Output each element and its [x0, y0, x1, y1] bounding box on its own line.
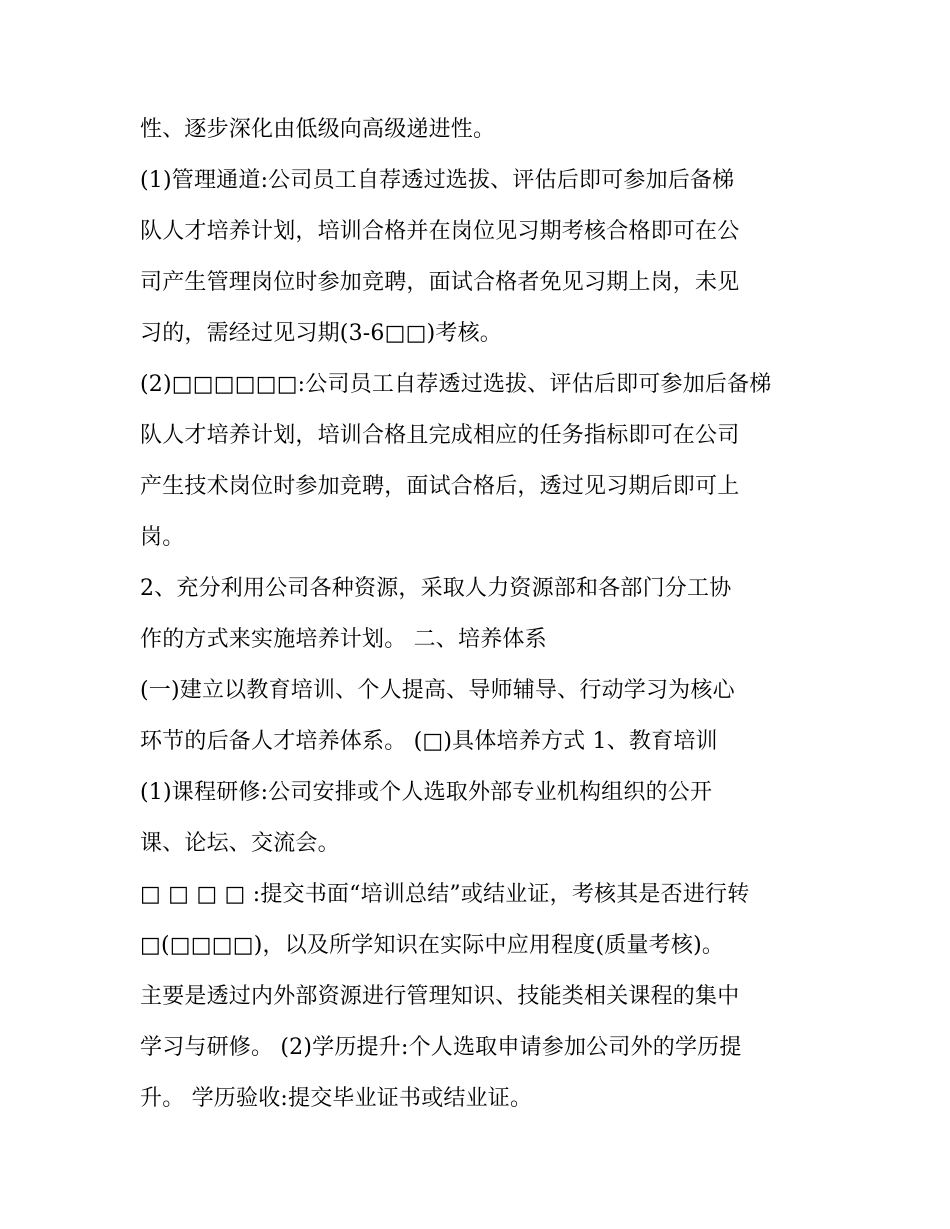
text-line: 环节的后备人才培养体系。 (□)具体培养方式 1、教育培训 — [140, 729, 718, 754]
text-line: 司产生管理岗位时参加竞聘，面试合格者免见习期上岗，未见 — [140, 270, 740, 295]
text-line: 队人才培养计划，培训合格并在岗位见习期考核合格即可在公 — [140, 219, 740, 244]
text-line: 队人才培养计划，培训合格且完成相应的任务指标即可在公司 — [140, 423, 740, 448]
text-line: 习的，需经过见习期(3-6□□)考核。 — [140, 321, 502, 346]
text-line: (1)管理通道:公司员工自荐透过选拔、评估后即可参加后备梯 — [140, 168, 735, 193]
document-body — [140, 104, 820, 1124]
text-line: 2、充分利用公司各种资源，采取人力资源部和各部门分工协 — [140, 576, 732, 601]
text-line: 作的方式来实施培养计划。 二、培养体系 — [140, 627, 547, 652]
text-line: (一)建立以教育培训、个人提高、导师辅导、行动学习为核心 — [140, 678, 735, 703]
text-line: □(□□□□)，以及所学知识在实际中应用程度(质量考核)。 — [140, 933, 725, 958]
text-line: 岗。 — [140, 525, 185, 550]
text-line: (2)□□□□□□:公司员工自荐透过选拔、评估后即可参加后备梯 — [140, 372, 772, 397]
text-line: □ □ □ □ :提交书面“培训总结”或结业证，考核其是否进行转 — [140, 882, 750, 907]
text-line: 课、论坛、交流会。 — [140, 831, 340, 856]
text-line: 产生技术岗位时参加竞聘，面试合格后，透过见习期后即可上 — [140, 474, 740, 499]
text-line: (1)课程研修:公司安排或个人选取外部专业机构组织的公开 — [140, 780, 713, 805]
text-line: 学习与研修。 (2)学历提升:个人选取申请参加公司外的学历提 — [140, 1035, 742, 1060]
text-line: 性、逐步深化由低级向高级递进性。 — [140, 117, 496, 142]
text-line: 升。 学历验收:提交毕业证书或结业证。 — [140, 1086, 533, 1111]
text-line: 主要是透过内外部资源进行管理知识、技能类相关课程的集中 — [140, 984, 740, 1009]
